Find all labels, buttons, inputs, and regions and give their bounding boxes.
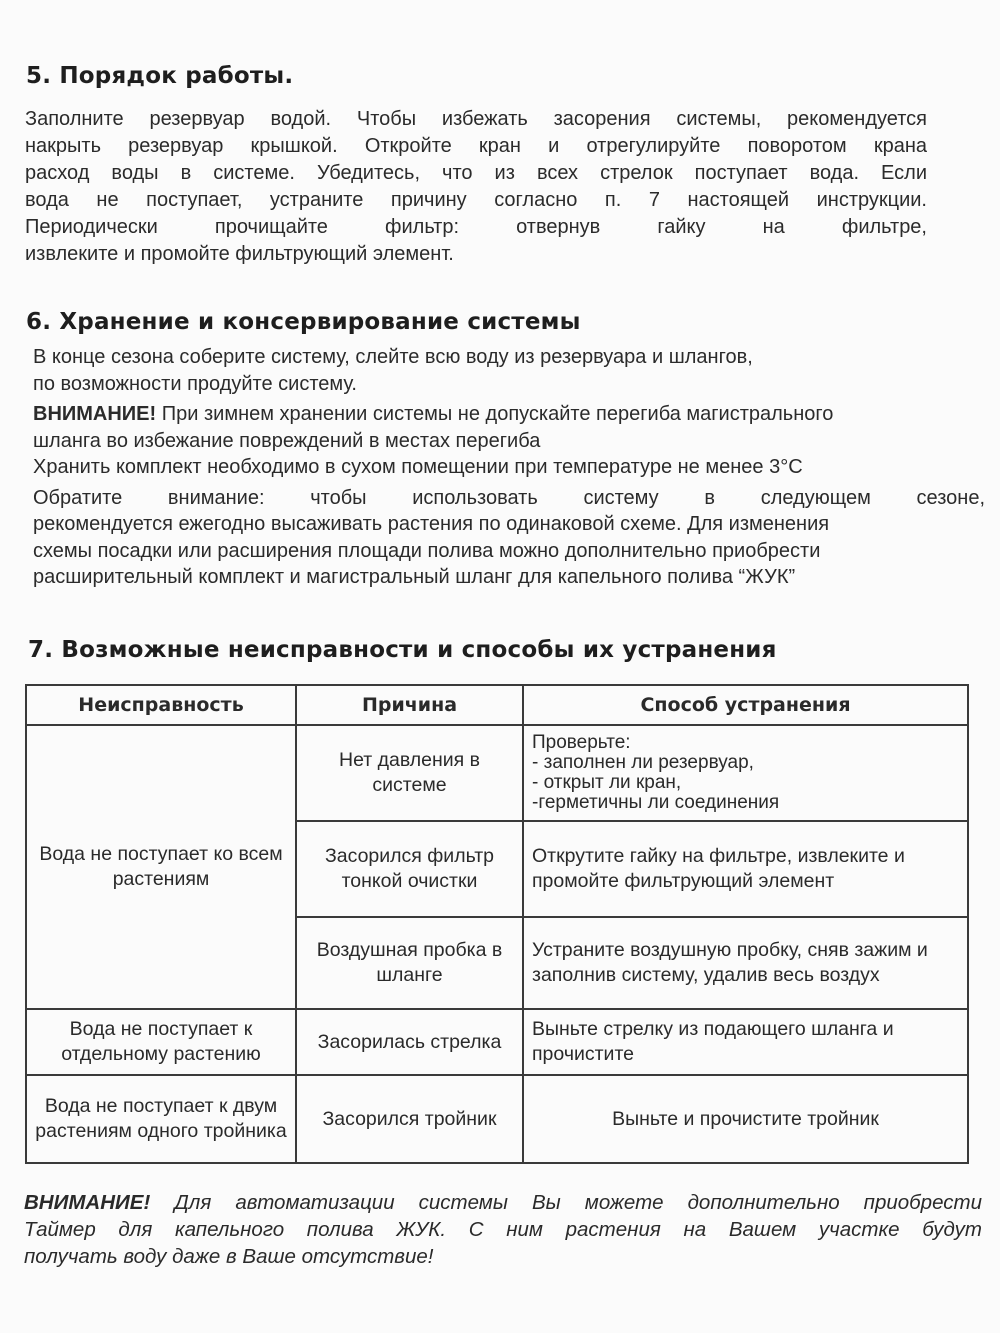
bottom-warning-line: Таймер для капельного полива ЖУК. С ним растения на Вашем участке будут <box>24 1218 982 1241</box>
warning-text: При зимнем хранении системы не допускайте перегиба магистрального <box>156 403 834 425</box>
section-6-warning <box>33 401 985 428</box>
section-6-line: В конце сезона соберите систему, слейте всю воду из резервуара и шлангов, <box>33 346 753 368</box>
fix-cell <box>523 725 968 821</box>
table-row <box>26 1009 968 1075</box>
section-6-warning-line2: шланга во избежание повреждений в местах перегиба <box>33 429 541 452</box>
section-6-body <box>33 344 985 591</box>
table-header-row <box>26 685 968 725</box>
section-7-title: 7. Возможные неисправности и способы их устранения <box>28 637 777 663</box>
fix-cell: Выньте и прочистите тройник <box>523 1075 968 1163</box>
column-header: Способ устранения <box>523 685 968 725</box>
cause-cell: Нет давления в системе <box>296 725 523 821</box>
fault-cell: Вода не поступает к двум растениям одного тройника <box>26 1075 296 1163</box>
cause-cell: Засорился тройник <box>296 1075 523 1163</box>
fault-cell: Вода не поступает к отдельному растению <box>26 1009 296 1075</box>
fix-cell: Выньте стрелку из подающего шланга и прочистите <box>523 1009 968 1075</box>
section-5-line: Заполните резервуар водой. Чтобы избежать засорения системы, рекомендуется <box>25 108 927 130</box>
section-6-note-line: Обратите внимание: чтобы использовать систему в следующем сезоне, <box>33 486 985 509</box>
section-6-line: по возможности продуйте систему. <box>33 372 357 395</box>
section-6-note-line: рекомендуется ежегодно высаживать растения по одинаковой схеме. Для изменения <box>33 513 830 535</box>
section-6-note-line: расширительный комплект и магистральный шланг для капельного полива “ЖУК” <box>33 566 796 588</box>
section-5-line: накрыть резервуар крышкой. Откройте кран и отрегулируйте поворотом крана <box>25 135 927 157</box>
cause-cell: Воздушная пробка в шланге <box>296 917 523 1009</box>
section-5-title: 5. Порядок работы. <box>26 63 294 89</box>
section-5-body <box>25 106 927 268</box>
fix-line: - открыт ли кран, <box>532 772 682 793</box>
section-5-line: извлеките и промойте фильтрующий элемент. <box>25 243 454 265</box>
fix-cell: Открутите гайку на фильтре, извлеките и промойте фильтрующий элемент <box>523 821 968 917</box>
cause-cell: Засорился фильтр тонкой очистки <box>296 821 523 917</box>
bottom-warning-label: ВНИМАНИЕ! <box>24 1191 151 1214</box>
troubleshooting-table <box>25 684 969 1164</box>
section-6-note-line: схемы посадки или расширения площади полива можно дополнительно приобрести <box>33 539 821 562</box>
section-5-line: вода не поступает, устраните причину согласно п. 7 настоящей инструкции. <box>25 189 927 211</box>
fix-line: -герметичны ли соединения <box>532 792 780 813</box>
cause-cell: Засорилась стрелка <box>296 1009 523 1075</box>
bottom-warning-line: получать воду даже в Ваше отсутствие! <box>24 1245 434 1268</box>
table-row <box>26 725 968 821</box>
section-5-line: Периодически прочищайте фильтр: отвернув гайку на фильтре, <box>25 216 927 238</box>
fault-cell: Вода не поступает ко всем растениям <box>26 725 296 1009</box>
fix-line: Проверьте: <box>532 732 631 753</box>
bottom-warning-line: ВНИМАНИЕ! Для автоматизации системы Вы можете дополнительно приобрести <box>24 1191 982 1214</box>
section-6-title: 6. Хранение и консервирование системы <box>26 309 581 335</box>
section-5-line: расход воды в системе. Убедитесь, что из всех стрелок поступает вода. Если <box>25 162 927 184</box>
fix-line: - заполнен ли резервуар, <box>532 752 754 773</box>
bottom-warning <box>24 1189 982 1270</box>
column-header: Неисправность <box>26 685 296 725</box>
warning-label: ВНИМАНИЕ! <box>33 403 157 425</box>
column-header: Причина <box>296 685 523 725</box>
section-6-storage: Хранить комплект необходимо в сухом помещении при температуре не менее 3°C <box>33 456 803 478</box>
table-row <box>26 1075 968 1163</box>
fix-cell: Устраните воздушную пробку, сняв зажим и заполнив систему, удалив весь воздух <box>523 917 968 1009</box>
